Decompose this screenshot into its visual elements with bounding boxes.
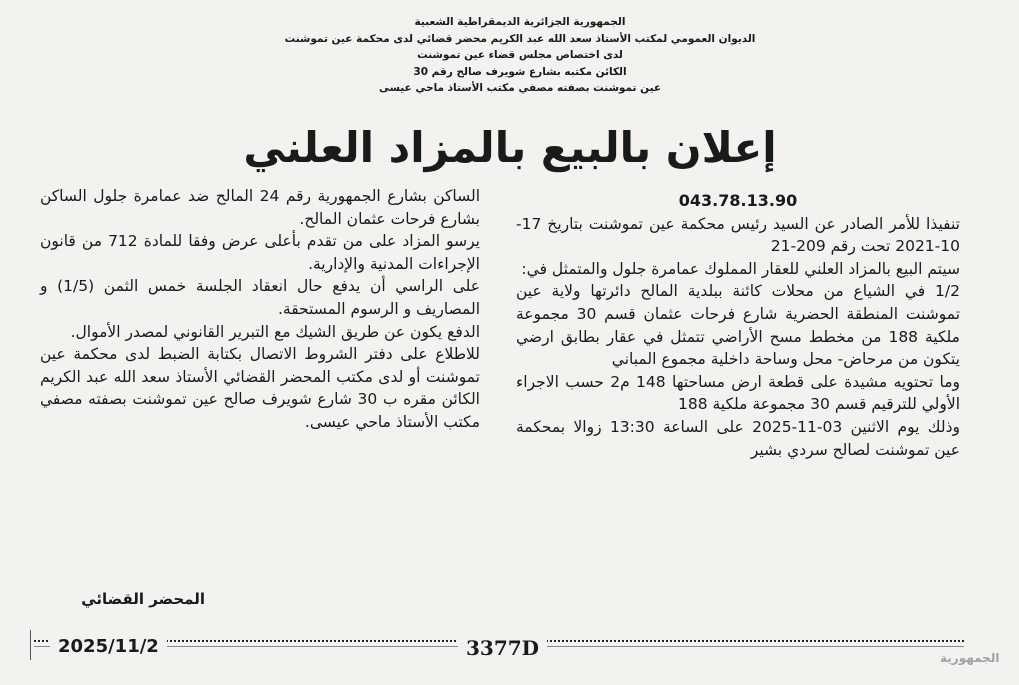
signature: المحضر القضائي [81, 590, 205, 608]
header-line: الكائن مكتبه بشارع شويرف صالح رقم 30 [413, 65, 627, 78]
paragraph: الساكن بشارع الجمهورية رقم 24 المالح ضد عمامرة جلول الساكن بشارع فرحات عثمان المالح. [40, 187, 480, 228]
paragraph: الدفع يكون عن طريق الشيك مع التبرير القانوني لمصدر الأموال. [70, 322, 480, 341]
paragraph: وذلك يوم الاثنين 03-11-2025 على الساعة 13:30 زوالا بمحكمة عين تموشنت لصالح سردي بشير [516, 417, 960, 459]
header-line: الجمهورية الجزائرية الديمقراطية الشعبية [414, 16, 626, 28]
paragraph: على الراسي أن يدفع حال انعقاد الجلسة خمس الثمن (1/5) و المصاريف و الرسوم المستحقة. [40, 277, 480, 318]
left-column [40, 185, 480, 434]
footer-divider [30, 630, 31, 660]
right-column [516, 190, 960, 461]
footer-code: 3377D [458, 636, 547, 660]
footer-date: 2025/11/2 [50, 636, 167, 657]
paragraph: سيتم البيع بالمزاد العلني للعقار المملوك عمامرة جلول والمتمثل في: [521, 259, 960, 278]
header-line: الديوان العمومي لمكتب الأستاذ سعد الله عبد الكريم محضر قضائي لدى محكمة عين تموشنت [284, 32, 756, 45]
paragraph: تنفيذا للأمر الصادر عن السيد رئيس محكمة عين تموشنت بتاريخ 17-10-2021 تحت رقم 209-21 [516, 214, 960, 256]
header-line: عين تموشنت بصفته مصفي مكتب الأستاذ ماحي عيسى [378, 82, 662, 94]
phone-number: 043.78.13.90 [678, 191, 798, 210]
issuer-header [280, 14, 760, 97]
header-line: لدى اختصاص مجلس قضاء عين تموشنت [417, 49, 623, 61]
paragraph: وما تحتويه مشيدة على قطعة ارض مساحتها 148 م2 حسب الاجراء الأولي للترقيم قسم 30 مجموعة ملكية 188 [516, 372, 960, 414]
paragraph: يرسو المزاد على من تقدم بأعلى عرض وفقا للمادة 712 من قانون الإجراءات المدنية والإدارية. [40, 232, 480, 273]
paragraph: 1/2 في الشياع من محلات كائنة ببلدية المالح دائرتها ولاية عين تموشنت المنطقة الحضرية شارع فرحات عثمان قسم 30 مجموعة ملكية 188 من مخطط مسح الأراضي تتمثل في عقار بطابق ارضي يتكون من مرحاض- محل وساحة داخلية مجموع المباني [516, 282, 961, 369]
paragraph: للاطلاع على دفتر الشروط الاتصال بكتابة الضبط لدى محكمة عين تموشنت أو لدى مكتب المحضر القضائي الأستاذ سعد الله عبد الكريم الكائن مقره ب 30 شارع شويرف صالح عين تموشنت بصفته مصفي مكتب الأستاذ ماحي عيسى. [40, 345, 480, 431]
announcement-title: إعلان بالبيع بالمزاد العلني [243, 123, 777, 172]
brand-logo: الجمهورية [940, 651, 1000, 665]
